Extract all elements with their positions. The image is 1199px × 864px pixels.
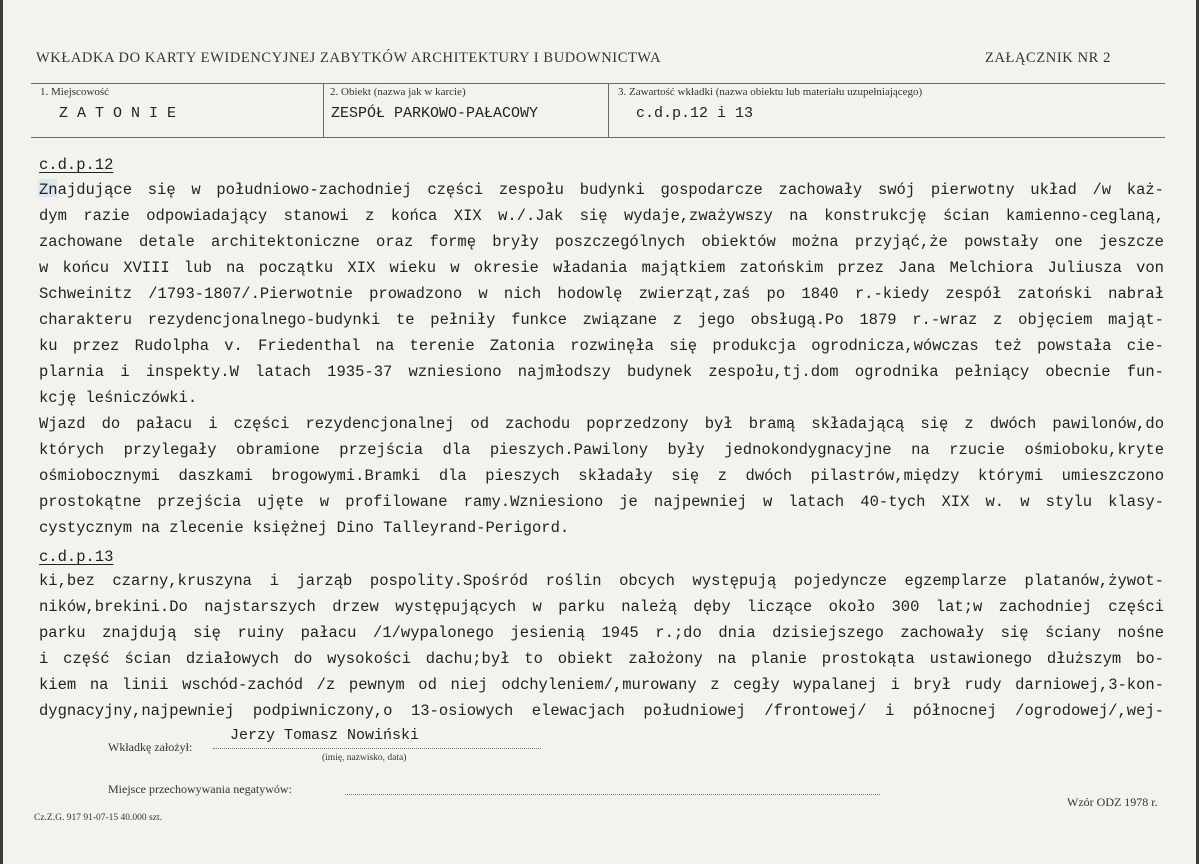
text-line: ku przez Rudolpha v. Friedenthal na terenie Zatonia rozwinęła się produkcja ogrodnicza,wówczas też powstała cie- xyxy=(39,337,1164,355)
text-line: charakteru rezydencjonalnego-budynki te pełniły funkce związane z jego obsługą.Po 1879 r.-wraz z objęciem mająt- xyxy=(39,311,1164,329)
field-1-label: 1. Miejscowość xyxy=(40,86,110,98)
made-by-hint: (imię, nazwisko, data) xyxy=(322,753,407,763)
text-line: Znajdujące się w południowo-zachodniej części zespołu budynki gospodarcze zachowały swój pierwotny układ /w każ- xyxy=(39,181,1164,199)
field-2-value: ZESPÓŁ PARKOWO-PAŁACOWY xyxy=(331,105,539,122)
page-edge-left xyxy=(0,0,3,864)
negatives-label: Miejsce przechowywania negatywów: xyxy=(108,782,292,796)
text-line: w końcu XVIII lub na początku XIX wieku w okresie władania majątkiem zatońskim przez Jana Melchiora Juliusza von xyxy=(39,259,1164,277)
box-divider-1 xyxy=(323,83,324,137)
text-line: ośmiobocznymi daszkami brogowymi.Bramki dla pieszych składały się z dwóch pilastrów,między którymi umieszczono xyxy=(39,467,1164,485)
annex-number: ZAŁĄCZNIK NR 2 xyxy=(985,50,1111,66)
text-line: dygnacyjny,najpewniej podpiwniczony,o 13-osiowych elewacjach południowej /frontowej/ i północnej /ogrodowej/,wej- xyxy=(39,702,1164,720)
text-line: ników,brekini.Do najstarszych drzew występujących w parku należą dęby liczące około 300 lat;w zachodniej części xyxy=(39,598,1164,616)
form-code: Wzór ODZ 1978 r. xyxy=(1067,795,1158,809)
section-heading-12: c.d.p.12 xyxy=(39,156,114,174)
negatives-dotted-line xyxy=(345,793,880,795)
text-line: Schweinitz /1793-1807/.Pierwotnie prowadzono w nich hodowlę zwierząt,zaś po 1840 r.-kiedy zespół zatoński nabrał xyxy=(39,285,1164,303)
text-line: zachowane detale architektoniczne oraz formę bryły poszczególnych obiektów można przyjąć,że powstały one jeszcze xyxy=(39,233,1164,251)
field-3-value: c.d.p.12 i 13 xyxy=(636,105,754,122)
text-line: prostokątne przejścia ujęte w profilowane ramy.Wzniesiono je najpewniej w latach 40-tych XIX w. w stylu klasy- xyxy=(39,493,1164,511)
text-line: Wjazd do pałacu i części rezydencjonalnej od zachodu poprzedzony był bramą składającą się z dwóch pawilonów,do xyxy=(39,415,1164,433)
field-2-label: 2. Obiekt (nazwa jak w karcie) xyxy=(330,86,466,98)
text-line: których przylegały obramione przejścia dla pieszych.Pawilony były jednokondygnacyjne na rzucie ośmioboku,kryte xyxy=(39,441,1164,459)
text-line: kiem na linii wschód-zachód /z pewnym od niej odchyleniem/,murowany z cegły wypalanej i brył rudy darniowej,3-kon- xyxy=(39,676,1164,694)
form-title: WKŁADKA DO KARTY EWIDENCYJNEJ ZABYTKÓW ARCHITEKTURY I BUDOWNICTWA xyxy=(36,50,662,66)
text-line: kcję leśniczówki. xyxy=(39,389,198,407)
field-3-label: 3. Zawartość wkładki (nazwa obiektu lub materiału uzupełniającego) xyxy=(618,86,923,98)
text-line: plarnia i inspekty.W latach 1935-37 wzniesiono najmłodszy budynek zespołu,tj.dom ogrodnika pełniący obecnie fun- xyxy=(39,363,1164,381)
text-line: cystycznym na zlecenie księżnej Dino Talleyrand-Perigord. xyxy=(39,519,570,537)
field-1-value: ZATONIE xyxy=(59,105,186,122)
made-by-value: Jerzy Tomasz Nowiński xyxy=(230,727,420,744)
box-top-line xyxy=(31,83,1165,84)
section-heading-13: c.d.p.13 xyxy=(39,548,114,566)
made-by-dotted-line xyxy=(213,747,541,749)
box-divider-2 xyxy=(608,83,609,137)
text-line: i część ścian działowych do wysokości dachu;był to obiekt założony na planie prostokąta ustawionego dłuższym bo- xyxy=(39,650,1164,668)
made-by-label: Wkładkę założył: xyxy=(108,740,193,754)
text-line: parku znajdują się ruiny pałacu /1/wypalonego jesienią 1945 r.;do dnia dzisiejszego zachowały się ściany nośne xyxy=(39,624,1164,642)
box-bottom-line xyxy=(31,137,1165,138)
text-line: ki,bez czarny,kruszyna i jarząb pospolity.Spośród roślin obcych występują pojedyncze egzemplarze platanów,żywot- xyxy=(39,572,1164,590)
print-code: Cz.Z.G. 917 91-07-15 40.000 szt. xyxy=(34,813,162,823)
text-line: dym razie odpowiadający stanowi z końca XIX w./.Jak się wydaje,zważywszy na konstrukcję ścian kamienno-ceglaną, xyxy=(39,207,1164,225)
